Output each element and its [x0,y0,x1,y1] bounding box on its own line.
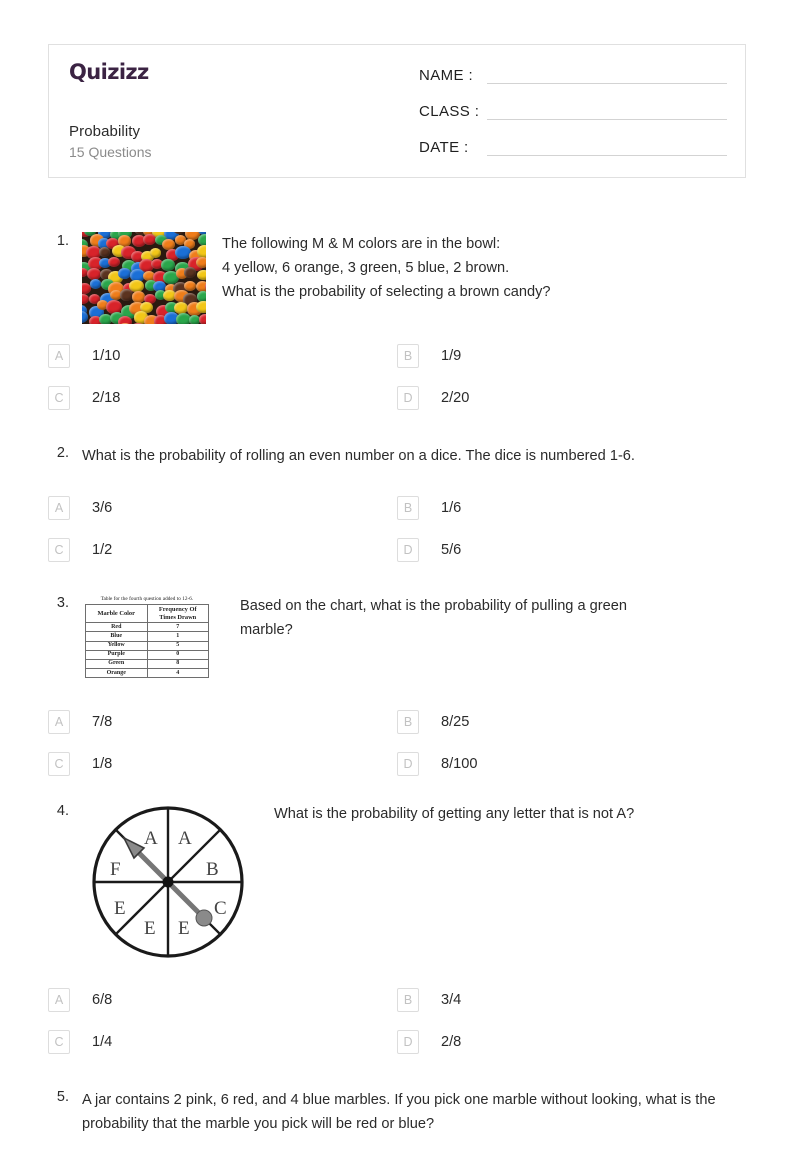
option-c-text: 2/18 [92,390,120,406]
svg-text:C: C [214,898,227,919]
quiz-question-count: 15 Questions [69,144,152,160]
question-1-line-2: 4 yellow, 6 orange, 3 green, 5 blue, 2 brown. [222,256,746,280]
question-2 [48,444,746,566]
mm-candy-image [82,232,206,324]
table-row [86,641,209,650]
svg-text:B: B [206,859,219,880]
question-3-number: 3. [48,594,82,611]
name-field-label: NAME : [419,67,481,84]
class-field-input[interactable] [487,101,727,120]
cell-freq: 7 [147,623,209,632]
mm-candy [87,268,101,280]
question-3-line-2: marble? [240,618,746,642]
option-c-letter: C [48,386,70,410]
option-c-text: 1/2 [92,542,112,558]
mm-candy [196,257,206,268]
cell-color: Purple [86,650,148,659]
table-row [86,659,209,668]
svg-text:E: E [178,918,190,939]
option-a-text: 3/6 [92,500,112,516]
mm-candy [161,259,174,271]
cell-freq: 1 [147,632,209,641]
quizizz-logo: Quizizz [69,61,409,83]
question-5-number: 5. [48,1088,82,1105]
option-b[interactable] [397,706,746,738]
spinner-svg [88,802,248,962]
class-field-row [419,101,727,120]
option-d[interactable] [397,382,746,414]
table-row [86,632,209,641]
cell-freq: 5 [147,641,209,650]
option-d-letter: D [397,752,419,776]
option-a[interactable] [48,340,397,372]
mm-candy [108,257,120,267]
option-c[interactable] [48,748,397,780]
date-field-input[interactable] [487,137,727,156]
option-a[interactable] [48,706,397,738]
option-a[interactable] [48,984,397,1016]
option-a-text: 7/8 [92,714,112,730]
option-b[interactable] [397,340,746,372]
question-1-line-1: The following M & M colors are in the bowl: [222,232,746,256]
svg-text:E: E [144,918,156,939]
option-d-text: 2/8 [441,1034,461,1050]
option-c-letter: C [48,1030,70,1054]
cell-color: Green [86,659,148,668]
option-c[interactable] [48,1026,397,1058]
question-1-options [48,340,746,414]
table-header-row [86,605,209,623]
question-1-line-3: What is the probability of selecting a brown candy? [222,280,746,304]
option-a-letter: A [48,988,70,1012]
question-2-options [48,492,746,566]
mm-candy [197,270,206,281]
mm-candy [199,314,206,324]
svg-text:A: A [178,828,192,849]
option-b-letter: B [397,496,419,520]
question-3-line-1: Based on the chart, what is the probability of pulling a green [240,594,746,618]
option-d-letter: D [397,538,419,562]
cell-color: Yellow [86,641,148,650]
questions-list [48,232,746,1136]
quiz-title: Probability [69,123,140,140]
question-2-text [82,444,746,468]
option-a[interactable] [48,492,397,524]
table-row [86,669,209,678]
spinner-wrap [88,802,248,962]
header-frequency-line1: Frequency Of [159,606,197,613]
question-2-line-1: What is the probability of rolling an even number on a dice. The dice is numbered 1-6. [82,444,746,468]
option-a-letter: A [48,710,70,734]
marble-table-caption: Table for the fourth question added to 12-6. [82,596,212,602]
option-c[interactable] [48,534,397,566]
svg-text:E: E [114,898,126,919]
option-a-text: 1/10 [92,348,120,364]
option-d-letter: D [397,386,419,410]
mm-candy [90,279,102,289]
name-field-row [419,65,727,84]
cell-color: Red [86,623,148,632]
mm-candy [143,234,156,245]
option-c-letter: C [48,538,70,562]
mm-candy [99,247,110,257]
option-b-letter: B [397,988,419,1012]
mm-candy-photo [82,232,206,324]
name-field-input[interactable] [487,65,727,84]
option-d-text: 5/6 [441,542,461,558]
question-1-text [222,232,746,304]
cell-color: Orange [86,669,148,678]
option-d-letter: D [397,1030,419,1054]
mm-candy [150,248,161,258]
mm-candy [82,311,88,323]
cell-freq: 8 [147,659,209,668]
mm-candy [196,301,206,313]
question-5-line-1: A jar contains 2 pink, 6 red, and 4 blue marbles. If you pick one marble without looking, [82,1092,642,1108]
option-d-text: 8/100 [441,756,478,772]
header-left [49,45,409,177]
marble-frequency-table [85,604,209,678]
option-b-letter: B [397,344,419,368]
cell-freq: 4 [147,669,209,678]
option-c-letter: C [48,752,70,776]
option-d[interactable] [397,534,746,566]
question-3 [48,594,746,780]
date-field-row [419,137,727,156]
table-row [86,623,209,632]
question-4-options [48,984,746,1058]
worksheet-header-card [48,44,746,178]
date-field-label: DATE : [419,139,481,156]
option-a-letter: A [48,344,70,368]
marble-frequency-table-image [82,594,212,678]
option-b-text: 8/25 [441,714,469,730]
svg-text:F: F [110,859,121,880]
question-2-number: 2. [48,444,82,461]
question-4-number: 4. [48,802,82,819]
mm-candy [184,267,197,278]
option-b-text: 3/4 [441,992,461,1008]
cell-freq: 0 [147,650,209,659]
class-field-label: CLASS : [419,103,481,120]
question-1 [48,232,746,414]
option-b-text: 1/9 [441,348,461,364]
option-a-letter: A [48,496,70,520]
option-c[interactable] [48,382,397,414]
table-row [86,650,209,659]
question-5-text [82,1088,746,1136]
header-frequency-line2: Times Drawn [159,614,196,621]
option-c-text: 1/4 [92,1034,112,1050]
option-d[interactable] [397,1026,746,1058]
question-3-text [228,594,746,642]
option-b[interactable] [397,984,746,1016]
option-d[interactable] [397,748,746,780]
option-c-text: 1/8 [92,756,112,772]
svg-text:A: A [144,828,158,849]
spinner-wheel-image [88,802,248,962]
option-b-text: 1/6 [441,500,461,516]
cell-color: Blue [86,632,148,641]
question-5 [48,1088,746,1136]
header-marble-color: Marble Color [86,605,148,623]
option-a-text: 6/8 [92,992,112,1008]
option-b[interactable] [397,492,746,524]
marble-table-wrap [82,594,212,678]
question-1-number: 1. [48,232,82,249]
mm-candy [184,281,196,291]
question-4-text [264,802,746,826]
option-d-text: 2/20 [441,390,469,406]
question-3-options [48,706,746,780]
mm-candy [118,268,131,279]
question-4 [48,802,746,1058]
question-5-line-2: what is the probability that the marble you pick will be red or blue? [82,1092,716,1132]
student-info-fields [409,45,745,177]
question-4-line-1: What is the probability of getting any letter that is not A? [274,802,746,826]
worksheet-page [0,44,794,1167]
option-b-letter: B [397,710,419,734]
header-frequency [147,605,209,623]
